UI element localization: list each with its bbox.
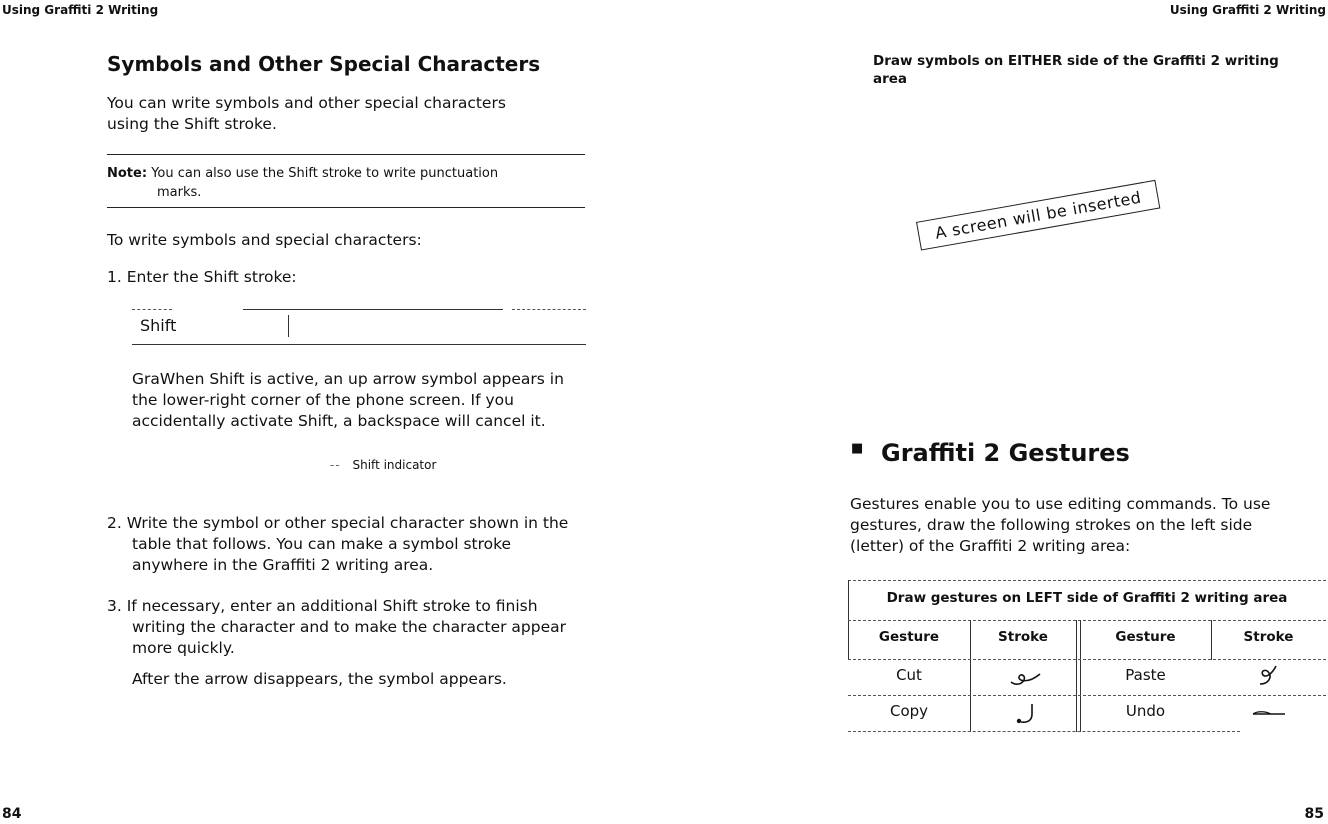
shift-paragraph-line: the lower-right corner of the phone screen. If you — [132, 391, 514, 409]
table-bottom-rule — [848, 731, 1240, 732]
note-label: Note: — [107, 166, 148, 181]
running-header-left: Using Graffiti 2 Writing — [2, 3, 159, 17]
symbols-area-title — [873, 52, 1279, 88]
shift-label: Shift — [140, 316, 177, 335]
page-number-left: 84 — [2, 806, 22, 822]
column-header-stroke: Stroke — [1243, 629, 1294, 645]
gesture-cell: Copy — [889, 702, 929, 720]
section-heading-symbols: Symbols and Other Special Characters — [107, 52, 541, 76]
intro-line: You can write symbols and other special characters — [107, 94, 506, 112]
step-number: 3. — [107, 597, 122, 615]
gestures-intro-line: Gestures enable you to use editing commands. To use — [850, 495, 1271, 513]
running-header-right: Using Graffiti 2 Writing — [1169, 3, 1326, 17]
page-number-right: 85 — [1304, 806, 1324, 822]
step-text: more quickly. — [132, 639, 235, 657]
step-text: Write the symbol or other special character shown in the — [126, 514, 569, 532]
gestures-intro — [850, 494, 1270, 557]
shift-table-top-rule — [243, 309, 503, 310]
column-divider-double — [1076, 620, 1077, 732]
step-number: 1. — [107, 268, 122, 286]
shift-table-top-left-rule — [132, 309, 172, 310]
copy-stroke-icon — [1012, 702, 1040, 726]
note-text: marks. — [157, 185, 202, 200]
intro-line: using the Shift stroke. — [107, 115, 277, 133]
after-text: After the arrow disappears, the symbol appears. — [132, 670, 507, 688]
cut-stroke-icon — [1008, 668, 1044, 688]
shift-paragraph — [132, 369, 564, 432]
gestures-intro-line: gestures, draw the following strokes on the left side — [850, 516, 1253, 534]
shift-indicator-callout — [330, 458, 436, 472]
step-text: table that follows. You can make a symbol stroke — [132, 535, 512, 553]
bullet-icon: ■ — [851, 441, 864, 456]
shift-indicator-label: Shift indicator — [352, 458, 437, 472]
note-top-rule — [107, 154, 585, 155]
paste-stroke-icon — [1254, 664, 1284, 688]
undo-stroke-icon — [1249, 706, 1289, 720]
step-3 — [107, 596, 566, 659]
step-number: 2. — [107, 514, 122, 532]
lead-text: To write symbols and special characters: — [107, 231, 422, 249]
symbols-title-line: Draw symbols on EITHER side of the Graffiti 2 writing — [873, 53, 1279, 69]
shift-table-bottom-rule — [132, 344, 586, 345]
gestures-intro-line: (letter) of the Graffiti 2 writing area: — [850, 537, 1131, 555]
symbols-title-line: area — [873, 71, 908, 87]
step-1 — [107, 267, 297, 288]
note-text: You can also use the Shift stroke to write punctuation — [151, 166, 499, 181]
step-text: writing the character and to make the character appear — [132, 618, 566, 636]
column-header-gesture: Gesture — [1115, 629, 1176, 645]
table-title: Draw gestures on LEFT side of Graffiti 2 writing area — [886, 590, 1288, 606]
step-2 — [107, 513, 568, 576]
note-block — [107, 164, 498, 202]
gesture-cell: Paste — [1125, 666, 1166, 684]
step-text: If necessary, enter an additional Shift stroke to finish — [126, 597, 538, 615]
table-title-rule — [848, 620, 1326, 621]
gesture-cell: Cut — [896, 666, 922, 684]
intro-paragraph — [107, 93, 506, 135]
shift-paragraph-line: accidentally activate Shift, a backspace will cancel it. — [132, 412, 546, 430]
shift-stroke-icon — [288, 315, 289, 337]
shift-paragraph-line: GraWhen Shift is active, an up arrow symbol appears in — [132, 370, 564, 388]
screen-placeholder: A screen will be inserted — [916, 180, 1160, 251]
row-rule — [848, 695, 1326, 696]
step-text: anywhere in the Graffiti 2 writing area. — [132, 556, 434, 574]
header-rule — [848, 659, 1326, 660]
table-top-rule — [848, 580, 1326, 581]
section-heading-gestures: Graffiti 2 Gestures — [881, 439, 1130, 467]
step-text: Enter the Shift stroke: — [126, 268, 297, 286]
column-header-stroke: Stroke — [998, 629, 1048, 645]
gesture-cell: Undo — [1125, 702, 1166, 720]
shift-table-top-right-rule — [512, 309, 586, 310]
column-header-gesture: Gesture — [878, 629, 940, 645]
callout-leader-icon: -- — [330, 458, 341, 472]
note-bottom-rule — [107, 207, 585, 208]
